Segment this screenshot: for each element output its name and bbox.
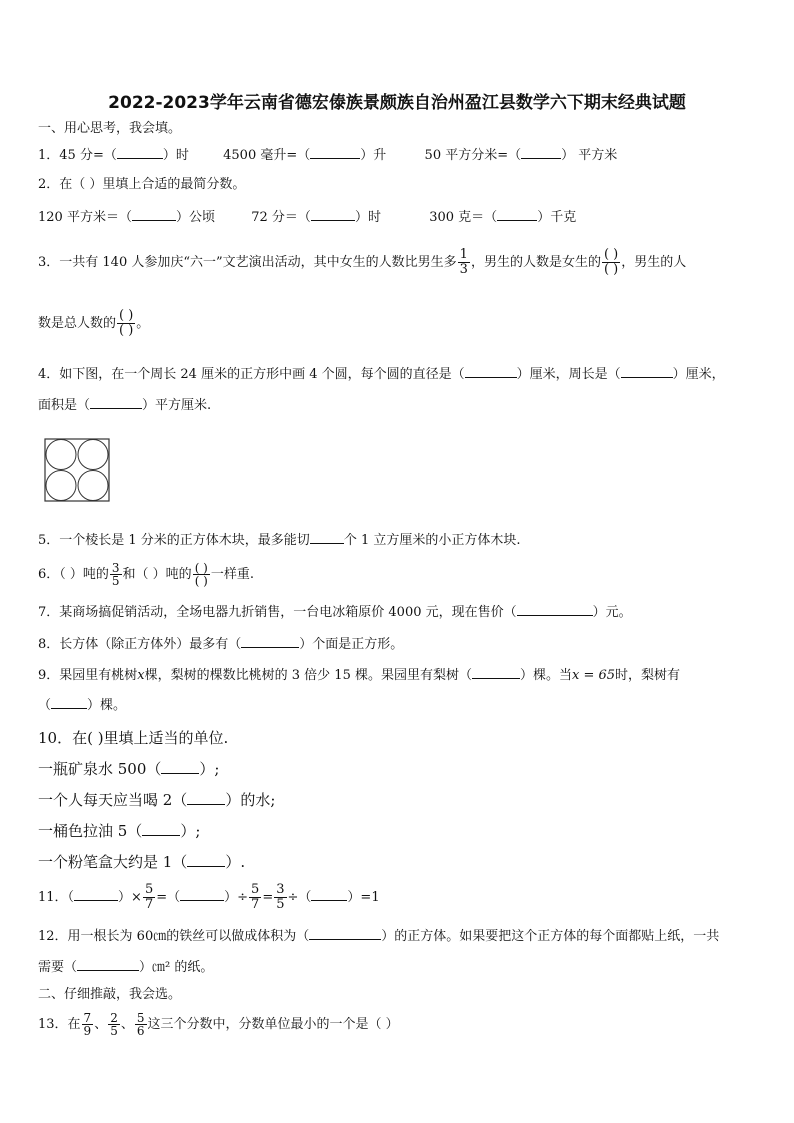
section-2-heading: 二、仔细推敲，我会选。 — [38, 987, 182, 1002]
answer-blank[interactable] — [311, 888, 347, 901]
answer-blank[interactable] — [465, 365, 517, 378]
question-4-cont: 面积是（ ）平方厘米. — [38, 398, 212, 413]
question-8: 8．长方体（除正方体外）最多有（ ）个面是正方形。 — [38, 637, 404, 652]
answer-blank[interactable] — [241, 635, 299, 648]
answer-blank[interactable] — [311, 208, 355, 221]
answer-blank[interactable] — [161, 761, 199, 774]
question-3: 3．一共有 140 人参加庆“六一”文艺演出活动，其中女生的人数比男生多 $\frac{1}{3}$ ，男生的人数是女生的 $\frac{( )}{( )}$ ，男生的人 — [38, 247, 687, 277]
question-2-heading: 2．在（ ）里填上合适的最简分数。 — [38, 177, 246, 192]
answer-blank[interactable] — [310, 531, 344, 544]
answer-blank[interactable] — [517, 603, 593, 616]
question-7: 7．某商场搞促销活动，全场电器九折销售，一台电冰箱原价 4000 元，现在售价（ ）元。 — [38, 605, 632, 620]
answer-blank[interactable] — [497, 208, 537, 221]
answer-blank[interactable] — [142, 823, 180, 836]
answer-blank[interactable] — [310, 146, 360, 159]
page-title: 2022-2023学年云南省德宏傣族景颇族自治州盈江县数学六下期末经典试题 — [108, 93, 686, 113]
answer-blank[interactable] — [51, 696, 87, 709]
question-4: 4．如下图，在一个周长 24 厘米的正方形中画 4 个圆，每个圆的直径是（ ）厘米，周长是（ ）厘米， — [38, 367, 725, 382]
answer-blank[interactable] — [309, 927, 381, 940]
question-3-cont: 数是总人数的 $\frac{( )}{( )}$ 。 — [38, 308, 150, 338]
question-9: 9．果园里有桃树x棵，梨树的棵数比桃树的 3 倍少 15 棵。果园里有梨树（ ）棵。当x = 65时，梨树有 — [38, 668, 681, 683]
fraction: $\frac{7}{9}$ — [83, 1011, 92, 1038]
answer-blank[interactable] — [77, 958, 139, 971]
question-5: 5．一个棱长是 1 分米的正方体木块，最多能切 个 1 立方厘米的小正方体木块. — [38, 533, 521, 548]
fraction: $\frac{2}{5}$ — [110, 1011, 118, 1038]
question-11: 11．（ ）× $\frac{5}{7}$ =（ ）÷ $\frac{5}{7}$ = $\frac{3}{5}$ ÷（ ）=1 — [38, 882, 380, 912]
question-10-item-4: 一个粉笔盒大约是 1（ ）. — [38, 853, 246, 871]
answer-blank[interactable] — [472, 666, 520, 679]
answer-blank[interactable] — [187, 854, 225, 867]
fraction: $\frac{5}{7}$ — [251, 882, 260, 912]
question-10-item-3: 一桶色拉油 5（ ）; — [38, 822, 201, 840]
question-10-heading: 10．在( )里填上适当的单位. — [38, 729, 229, 747]
square-with-four-circles-figure — [44, 438, 110, 502]
answer-blank[interactable] — [90, 396, 142, 409]
fraction-blank[interactable]: $\frac{( )}{( )}$ — [119, 308, 134, 338]
question-6: 6．（ ）吨的 $\frac{3}{5}$ 和（ ）吨的 $\frac{( )}{( )}$ 一样重. — [38, 561, 255, 588]
answer-blank[interactable] — [132, 208, 176, 221]
answer-blank[interactable] — [180, 888, 224, 901]
answer-blank[interactable] — [74, 888, 118, 901]
question-12: 12．用一根长为 60㎝的铁丝可以做成体积为（ ）的正方体。如果要把这个正方体的每个面都贴上纸，一共 — [38, 929, 720, 944]
fraction: $\frac{3}{5}$ — [111, 561, 120, 588]
answer-blank[interactable] — [117, 146, 163, 159]
fraction: $\frac{3}{5}$ — [276, 882, 285, 912]
question-2-items: 120 平方米＝（ ）公顷 72 分＝（ ）时 300 克＝（ ）千克 — [38, 210, 577, 225]
fraction: $\frac{1}{3}$ — [459, 247, 468, 277]
question-1: 1．45 分=（ ）时 4500 毫升=（ ）升 50 平方分米=（ ） 平方米 — [38, 148, 618, 163]
answer-blank[interactable] — [621, 365, 673, 378]
fraction: $\frac{5}{7}$ — [144, 882, 154, 912]
fraction-blank[interactable]: $\frac{( )}{( )}$ — [194, 561, 208, 588]
fraction: $\frac{5}{6}$ — [136, 1011, 145, 1038]
answer-blank[interactable] — [187, 792, 225, 805]
question-12-cont: 需要（ ）㎝² 的纸。 — [38, 960, 214, 975]
question-9-cont: （ ）棵。 — [38, 698, 127, 713]
question-10-item-1: 一瓶矿泉水 500（ ）; — [38, 760, 220, 778]
answer-blank[interactable] — [521, 146, 561, 159]
fraction-blank[interactable]: $\frac{( )}{( )}$ — [603, 247, 619, 277]
question-10-item-2: 一个人每天应当喝 2（ ）的水; — [38, 791, 276, 809]
question-13: 13．在 $\frac{7}{9}$ 、 $\frac{2}{5}$ 、 $\frac{5}{6}$ 这三个分数中，分数单位最小的一个是（ ） — [38, 1011, 399, 1038]
section-1-heading: 一、用心思考，我会填。 — [38, 121, 182, 136]
